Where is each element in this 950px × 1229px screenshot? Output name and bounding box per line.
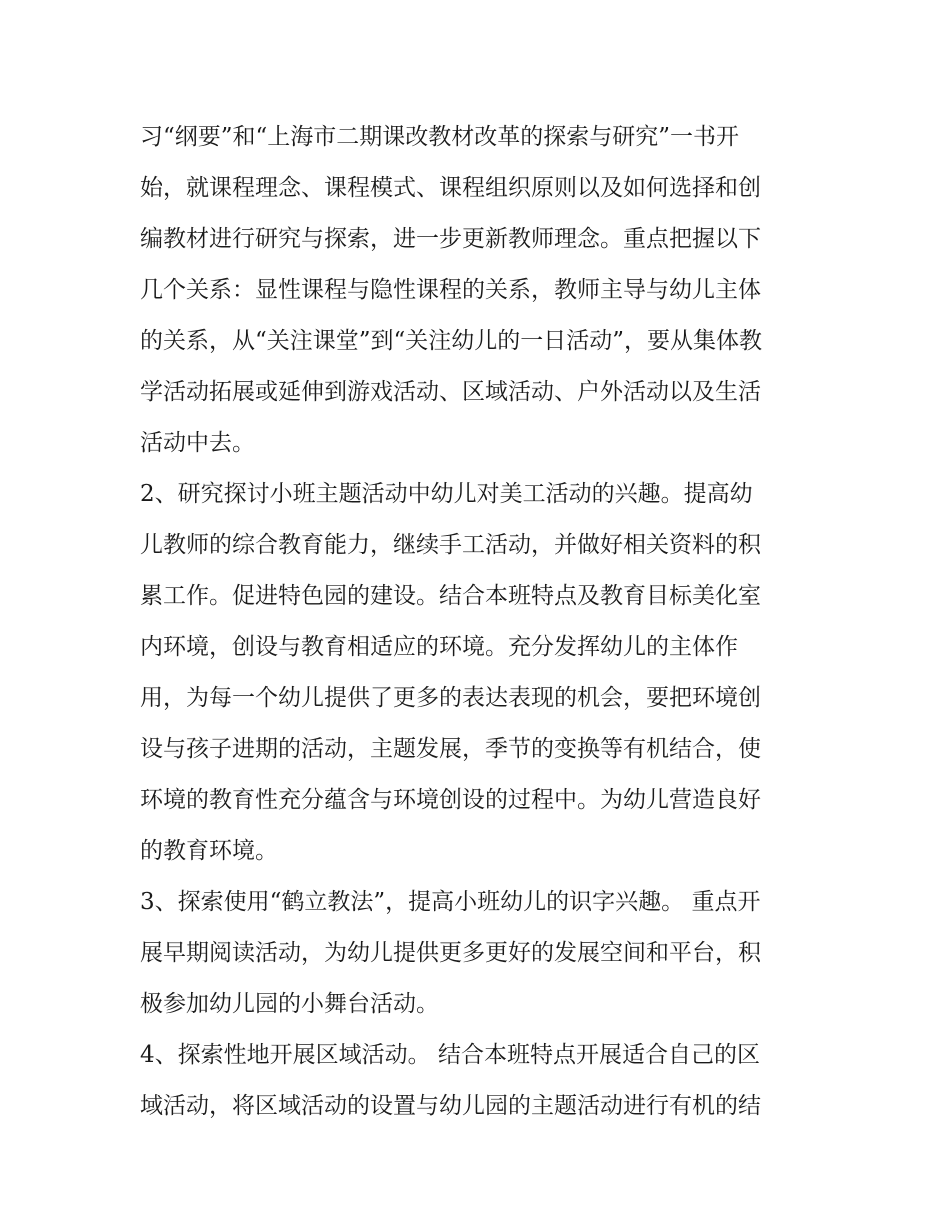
text-line: 累工作。促进特色园的建设。结合本班特点及教育目标美化室 <box>140 583 761 609</box>
text-line: 的关系，从“关注课堂”到“关注幼儿的一日活动”，要从集体教 <box>140 328 763 354</box>
text-line: 习“纲要”和“上海市二期课改教材改革的探索与研究”一书开 <box>140 124 740 150</box>
text-line: 3、探索使用“鹤立教法”，提高小班幼儿的识字兴趣。 重点开 <box>140 889 761 915</box>
text-line: 儿教师的综合教育能力，继续手工活动，并做好相关资料的积 <box>140 532 761 558</box>
text-line: 始，就课程理念、课程模式、课程组织原则以及如何选择和创 <box>140 175 761 201</box>
document-body <box>140 112 820 1132</box>
text-line: 的教育环境。 <box>140 838 278 864</box>
text-line: 活动中去。 <box>140 430 255 456</box>
text-line: 几个关系：显性课程与隐性课程的关系，教师主导与幼儿主体 <box>140 277 761 303</box>
text-line: 环境的教育性充分蕴含与环境创设的过程中。为幼儿营造良好 <box>140 787 761 813</box>
text-line: 学活动拓展或延伸到游戏活动、区域活动、户外活动以及生活 <box>140 379 761 405</box>
text-line: 极参加幼儿园的小舞台活动。 <box>140 991 439 1017</box>
text-line: 4、探索性地开展区域活动。 结合本班特点开展适合自己的区 <box>140 1042 760 1068</box>
text-line: 设与孩子进期的活动，主题发展，季节的变换等有机结合，使 <box>140 736 761 762</box>
text-line: 内环境，创设与教育相适应的环境。充分发挥幼儿的主体作 <box>140 634 738 660</box>
text-line: 2、研究探讨小班主题活动中幼儿对美工活动的兴趣。提高幼 <box>140 481 753 507</box>
text-line: 用，为每一个幼儿提供了更多的表达表现的机会，要把环境创 <box>140 685 761 711</box>
text-line: 域活动，将区域活动的设置与幼儿园的主题活动进行有机的结 <box>140 1093 761 1119</box>
text-line: 编教材进行研究与探索，进一步更新教师理念。重点把握以下 <box>140 226 761 252</box>
text-line: 展早期阅读活动，为幼儿提供更多更好的发展空间和平台，积 <box>140 940 761 966</box>
